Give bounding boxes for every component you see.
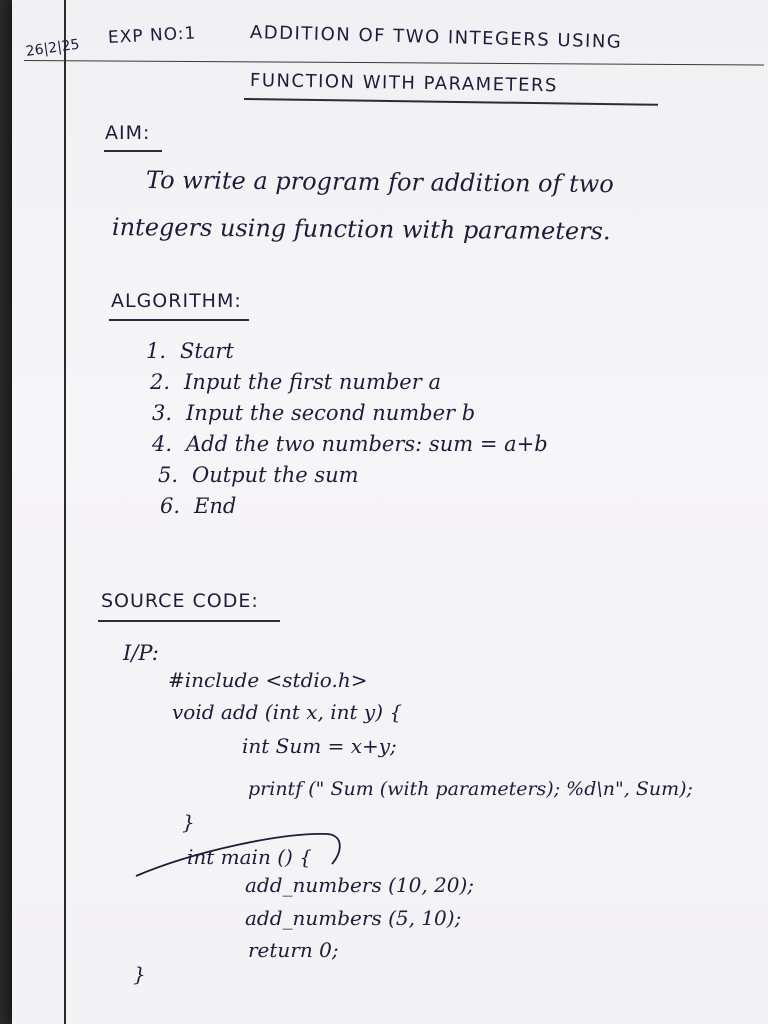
step-text: Input the first number a [184,370,441,394]
code-line: return 0; [248,938,339,962]
code-line: } [182,810,195,834]
header-rule [24,60,764,66]
code-line: add_numbers (10, 20); [245,873,475,897]
input-label: I/P: [123,641,159,665]
code-line: #include <stdio.h> [168,668,368,692]
step-text: End [194,494,237,518]
step-text: Add the two numbers: sum = a+b [186,432,548,456]
aim-text-line-1: To write a program for addition of two [145,166,614,199]
strike-through-mark [132,812,352,882]
code-line: add_numbers (5, 10); [245,906,462,930]
aim-heading: AIM: [105,122,151,144]
step-text: Start [180,339,234,363]
algorithm-step [152,398,548,429]
code-line: int Sum = x+y; [242,734,397,758]
experiment-number: EXP NO:1 [107,23,197,48]
algorithm-step [146,336,548,367]
step-number: 3. [152,401,173,425]
source-code-underline [98,620,280,622]
algorithm-step [160,491,548,522]
margin-line [64,0,66,1024]
algorithm-steps [146,336,548,522]
algorithm-heading: ALGORITHM: [111,290,242,312]
step-number: 1. [146,339,167,363]
code-line: printf (" Sum (with parameters); %d\n", Sum); [248,778,693,800]
title-line-2: FUNCTION WITH PARAMETERS [249,70,559,97]
algorithm-step [158,460,548,491]
date-label: 26|2|25 [24,36,81,60]
step-number: 2. [150,370,171,394]
step-number: 5. [158,463,179,487]
algorithm-step [152,429,548,460]
step-text: Input the second number b [186,401,476,425]
aim-text-line-2: integers using function with parameters. [111,213,611,246]
source-code-heading: SOURCE CODE: [101,590,259,612]
code-line: int main () { [187,845,312,869]
code-line: void add (int x, int y) { [172,700,403,724]
step-number: 4. [152,432,173,456]
aim-underline [104,150,162,152]
notebook-page [12,0,768,1024]
step-text: Output the sum [192,463,359,487]
algorithm-step [150,367,548,398]
title-underline [244,98,658,105]
code-line: } [133,962,146,986]
title-line-1: ADDITION OF TWO INTEGERS USING [249,22,623,53]
algorithm-underline [109,319,249,321]
step-number: 6. [160,494,181,518]
